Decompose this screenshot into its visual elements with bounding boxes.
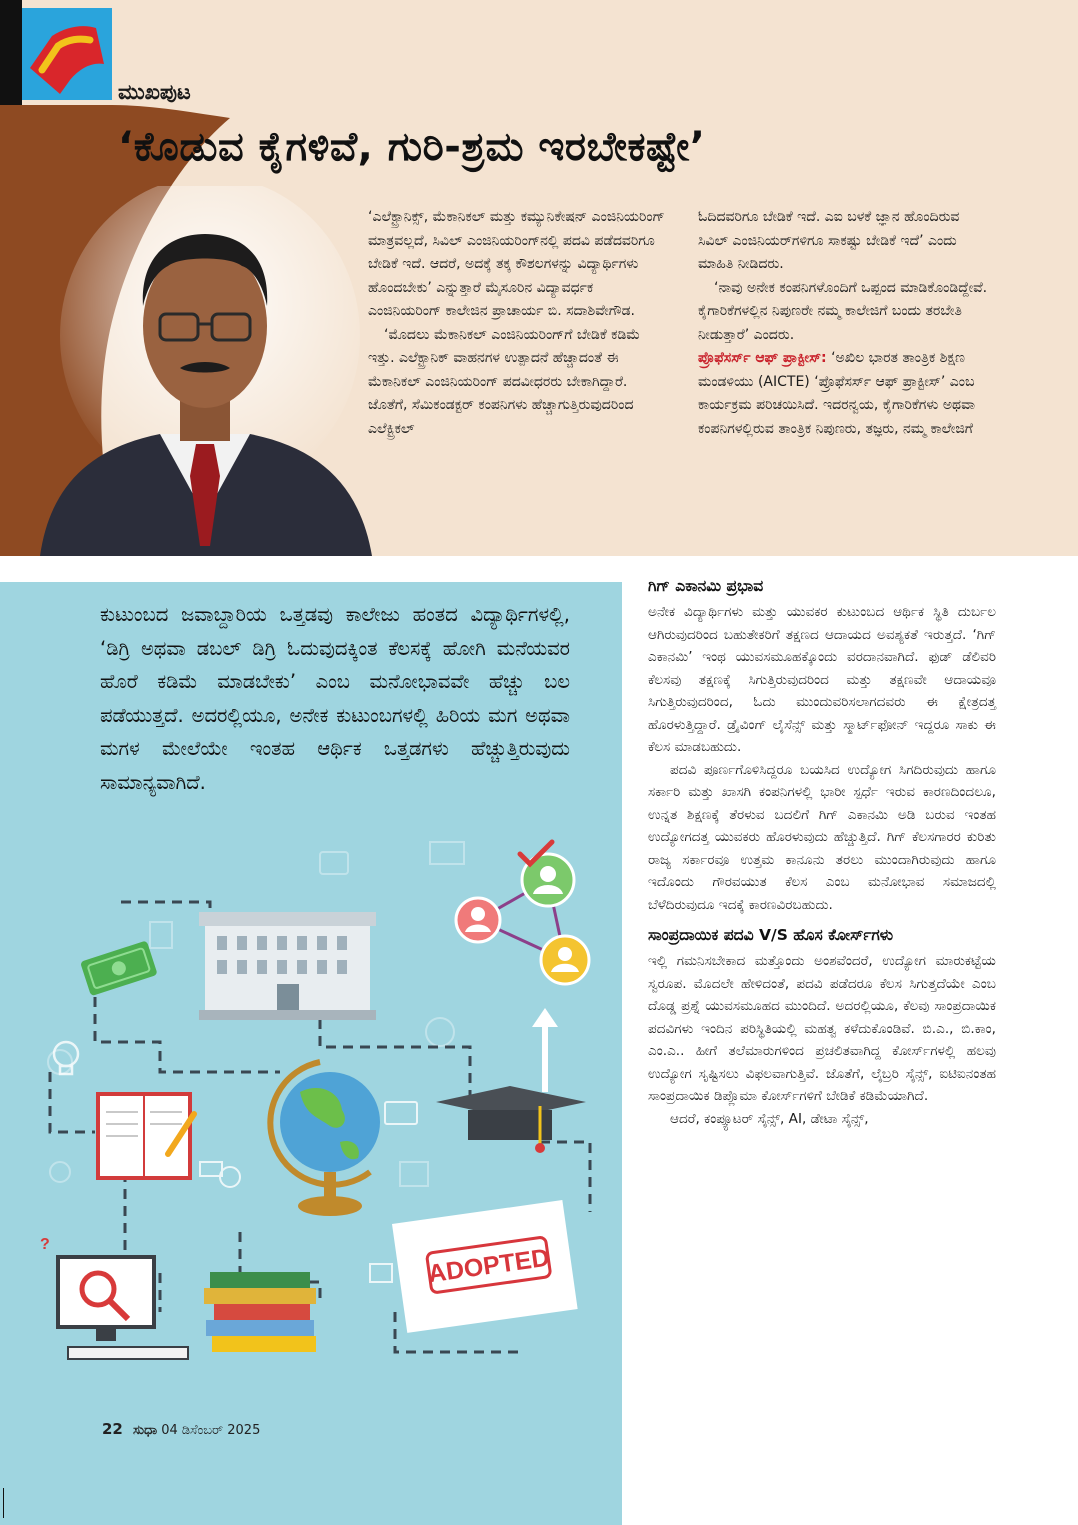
subheading-gig-economy: ಗಿಗ್ ಎಕಾನಮಿ ಪ್ರಭಾವ (648, 577, 764, 595)
intro-column-1 (368, 206, 668, 441)
body-paragraph: ಇಲ್ಲಿ ಗಮನಿಸಬೇಕಾದ ಮತ್ತೊಂದು ಅಂಶವೆಂದರೆ, ಉದ್ಯೋಗ ಮಾರುಕಟ್ಟೆಯ ಸ್ವರೂಪ. ಮೊದಲೇ ಹೇಳಿದಂತೆ, ಪದವಿ ಪಡೆದರೂ ಕೆಲಸ ಸಿಗುತ್ತದೆಯೇ ಎಂಬ ದೊಡ್ಡ ಪ್ರಶ್ನೆ ಯುವಸಮೂಹದ ಮುಂದಿದೆ. ಅದರಲ್ಲಿಯೂ, ಕೆಲವು ಸಾಂಪ್ರದಾಯಿಕ ಪದವಿಗಳು ಇಂದಿನ ಪರಿಸ್ಥಿತಿಯಲ್ಲಿ ಮಹತ್ವ ಕಳೆದುಕೊಂಡಿವೆ. ಬಿ.ಎ., ಬಿ.ಕಾಂ, ಎಂ.ಎ.. ಹೀಗೆ ತಲೆಮಾರುಗಳಿಂದ ಪ್ರಚಲಿತವಾಗಿದ್ದ ಕೋರ್ಸ್‌ಗಳಲ್ಲಿ ಹಲವು ಉದ್ಯೋಗ ಸೃಷ್ಟಿಸಲು ವಿಫಲವಾಗುತ್ತಿವೆ. ಜೊತೆಗೆ, ಲೈಬ್ರರಿ ಸೈನ್ಸ್, ಐಟಿಐನಂತಹ ಸಾಂಪ್ರದಾಯಿಕ ಡಿಪ್ಲೊಮಾ ಕೋರ್ಸ್‌ಗಳಿಗೆ ಬೇಡಿಕೆ ಕಡಿಮೆಯಾಗಿದೆ. (648, 953, 996, 1104)
issue-date: 04 ಡಿಸೆಂಬರ್ 2025 (161, 1423, 261, 1438)
section-logo-icon (22, 8, 112, 100)
section-traditional-vs-new (648, 924, 996, 1130)
svg-text:?: ? (40, 1236, 50, 1253)
intro-column-2 (698, 206, 988, 441)
pull-quote: ಕುಟುಂಬದ ಜವಾಬ್ದಾರಿಯ ಒತ್ತಡವು ಕಾಲೇಜು ಹಂತದ ವಿದ್ಯಾರ್ಥಿಗಳಲ್ಲಿ, ‘ಡಿಗ್ರಿ ಅಥವಾ ಡಬಲ್ ಡಿಗ್ರಿ ಓದುವುದಕ್ಕಿಂತ ಕೆಲಸಕ್ಕೆ ಹೋಗಿ ಮನೆಯವರ ಹೊರೆ ಕಡಿಮೆ ಮಾಡಬೇಕು’ ಎಂಬ ಮನೋಭಾವವೇ ಹೆಚ್ಚು ಬಲ ಪಡೆಯುತ್ತದೆ. ಅದರಲ್ಲಿಯೂ, ಅನೇಕ ಕುಟುಂಬಗಳಲ್ಲಿ ಹಿರಿಯ ಮಗ ಅಥವಾ ಮಗಳ ಮೇಲೆಯೇ ಇಂತಹ ಆರ್ಥಿಕ ಒತ್ತಡಗಳು ಹೆಚ್ಚುತ್ತಿರುವುದು ಸಾಮಾನ್ಯವಾಗಿದೆ. (100, 603, 570, 794)
article-right-column (648, 575, 996, 1138)
crop-mark (3, 1488, 4, 1518)
page-number: 22 (102, 1420, 123, 1438)
body-paragraph: ಅನೇಕ ವಿದ್ಯಾರ್ಥಿಗಳು ಮತ್ತು ಯುವಕರ ಕುಟುಂಬದ ಆರ್ಥಿಕ ಸ್ಥಿತಿ ದುರ್ಬಲ ಆಗಿರುವುದರಿಂದ ಬಹುತೇಕರಿಗೆ ತಕ್ಷಣದ ಆದಾಯದ ಅವಶ್ಯಕತೆ ಇರುತ್ತದೆ. ‘ಗಿಗ್ ಎಕಾನಮಿ’ ಇಂಥ ಯುವಸಮೂಹಕ್ಕೊಂದು ವರದಾನವಾಗಿದೆ. ಫುಡ್ ಡೆಲಿವರಿ ಕೆಲಸವು ತಕ್ಷಣಕ್ಕೆ ಸಿಗುತ್ತಿರುವುದರಿಂದ ಮತ್ತು ತಕ್ಷಣವೇ ಆದಾಯವೂ ಸಿಗುತ್ತಿರುವುದರಿಂದ, ಓದು ಮುಂದುವರಿಸಲಾಗದವರು ಈ ಕ್ಷೇತ್ರದತ್ತ ಹೊರಳುತ್ತಿದ್ದಾರೆ. ಡ್ರೈವಿಂಗ್ ಲೈಸೆನ್ಸ್ ಮತ್ತು ಸ್ಮಾರ್ಟ್‌ಫೋನ್ ಇದ್ದರೂ ಸಾಕು ಈ ಕೆಲಸ ಮಾಡಬಹುದು. (648, 604, 996, 755)
adopted-stamp-text: ADOPTED (426, 1243, 552, 1289)
page-edge-strip (0, 0, 22, 105)
publication-name: ಸುಧಾ (133, 1423, 158, 1438)
section-label: ಮುಖಪುಟ (118, 80, 191, 104)
page-headline: ‘ಕೊಡುವ ಕೈಗಳಿವೆ, ಗುರಿ-ಶ್ರಮ ಇರಬೇಕಷ್ಟೇ’ (118, 124, 706, 170)
subheading-professors-of-practice: ಪ್ರೊಫೆಸರ್ಸ್ ಆಫ್ ಪ್ರಾಕ್ಟೀಸ್: (698, 350, 827, 366)
page-footer (102, 1420, 260, 1438)
intro-paragraph-body: ‘ಅಖಿಲ ಭಾರತ ತಾಂತ್ರಿಕ ಶಿಕ್ಷಣ ಮಂಡಳಿಯು (AICTE) ‘ಪ್ರೊಫೆಸರ್ಸ್ ಆಫ್ ಪ್ರಾಕ್ಟೀಸ್’ ಎಂಬ ಕಾರ್ಯಕ್ರಮ ಪರಿಚಯಿಸಿದೆ. ಇದರನ್ವಯ, ಕೈಗಾರಿಕೆಗಳು ಅಥವಾ ಕಂಪನಿಗಳಲ್ಲಿರುವ ತಾಂತ್ರಿಕ ನಿಪುಣರು, ತಜ್ಞರು, ನಮ್ಮ ಕಾಲೇಜಿಗೆ (698, 350, 976, 437)
intro-paragraph: ಓದಿದವರಿಗೂ ಬೇಡಿಕೆ ಇದೆ. ಎಐ ಬಳಕೆ ಜ್ಞಾನ ಹೊಂದಿರುವ ಸಿವಿಲ್ ಎಂಜಿನಿಯರ್‌ಗಳಿಗೂ ಸಾಕಷ್ಟು ಬೇಡಿಕೆ ಇದೆ’ ಎಂದು ಮಾಹಿತಿ ನೀಡಿದರು. (698, 209, 960, 272)
intro-paragraph: ‘ನಾವು ಅನೇಕ ಕಂಪನಿಗಳೊಂದಿಗೆ ಒಪ್ಪಂದ ಮಾಡಿಕೊಂಡಿದ್ದೇವೆ. ಕೈಗಾರಿಕೆಗಳಲ್ಲಿನ ನಿಪುಣರೇ ನಮ್ಮ ಕಾಲೇಜಿಗೆ ಬಂದು ತರಬೇತಿ ನೀಡುತ್ತಾರೆ’ ಎಂದರು. (698, 279, 988, 343)
body-paragraph: ಪದವಿ ಪೂರ್ಣಗೊಳಿಸಿದ್ದರೂ ಬಯಸಿದ ಉದ್ಯೋಗ ಸಿಗದಿರುವುದು ಹಾಗೂ ಸರ್ಕಾರಿ ಮತ್ತು ಖಾಸಗಿ ಕಂಪನಿಗಳಲ್ಲಿ ಭಾರೀ ಸ್ಪರ್ಧೆ ಇರುವ ಕಾರಣದಿಂದಲೂ, ಉನ್ನತ ಶಿಕ್ಷಣಕ್ಕೆ ತೆರಳುವ ಬದಲಿಗೆ ಗಿಗ್ ಎಕಾನಮಿ ಅಡಿ ಬರುವ ಇಂತಹ ಉದ್ಯೋಗದತ್ತ ಯುವಕರು ಹೊರಳುವುದು ಹೆಚ್ಚುತ್ತಿದೆ. ಗಿಗ್ ಕೆಲಸಗಾರರ ಕುರಿತು ರಾಜ್ಯ ಸರ್ಕಾರವೂ ಉತ್ತಮ ಕಾನೂನು ತರಲು ಮುಂದಾಗಿರುವುದು ಹಾಗೂ ಇದೊಂದು ಗೌರವಯುತ ಕೆಲಸ ಎಂಬ ಮನೋಭಾವ ಸಮಾಜದಲ್ಲಿ ಬೆಳೆದಿರುವುದೂ ಇದಕ್ಕೆ ಕಾರಣವಿರಬಹುದು. (648, 761, 996, 913)
intro-paragraph: ‘ಎಲೆಕ್ಟ್ರಾನಿಕ್ಸ್, ಮೆಕಾನಿಕಲ್ ಮತ್ತು ಕಮ್ಯುನಿಕೇಷನ್ ಎಂಜಿನಿಯರಿಂಗ್ ಮಾತ್ರವಲ್ಲದೆ, ಸಿವಿಲ್ ಎಂಜಿನಿಯರಿಂಗ್‌ನಲ್ಲಿ ಪದವಿ ಪಡೆದವರಿಗೂ ಬೇಡಿಕೆ ಇದೆ. ಆದರೆ, ಅದಕ್ಕೆ ತಕ್ಕ ಕೌಶಲಗಳನ್ನು ವಿದ್ಯಾರ್ಥಿಗಳು ಹೊಂದಬೇಕು’ ಎನ್ನುತ್ತಾರೆ ಮೈಸೂರಿನ ವಿದ್ಯಾವರ್ಧಕ ಎಂಜಿನಿಯರಿಂಗ್ ಕಾಲೇಜಿನ ಪ್ರಾಚಾರ್ಯ ಬಿ. ಸದಾಶಿವೇಗೌಡ. (368, 209, 665, 319)
intro-paragraph: ‘ಮೊದಲು ಮೆಕಾನಿಕಲ್ ಎಂಜಿನಿಯರಿಂಗ್‌ಗೆ ಬೇಡಿಕೆ ಕಡಿಮೆ ಇತ್ತು. ಎಲೆಕ್ಟ್ರಾನಿಕ್ ವಾಹನಗಳ ಉತ್ಪಾದನೆ ಹೆಚ್ಚಾದಂತೆ ಈ ಮೆಕಾನಿಕಲ್ ಎಂಜಿನಿಯರಿಂಗ್ ಪದವೀಧರರು ಬೇಕಾಗಿದ್ದಾರೆ. ಜೊತೆಗೆ, ಸೆಮಿಕಂಡಕ್ಟರ್ ಕಂಪನಿಗಳು ಹೆಚ್ಚಾಗುತ್ತಿರುವುದರಿಂದ ಎಲೆಕ್ಟ್ರಿಕಲ್ (368, 326, 641, 437)
career-path-illustration (0, 832, 622, 1392)
principal-portrait (0, 186, 380, 556)
body-paragraph: ಆದರೆ, ಕಂಪ್ಯೂಟರ್ ಸೈನ್ಸ್, AI, ಡೇಟಾ ಸೈನ್ಸ್, (670, 1110, 869, 1127)
section-gig-economy (648, 575, 996, 916)
intro-paragraph (698, 347, 988, 441)
subheading-traditional-vs-new-courses: ಸಾಂಪ್ರದಾಯಿಕ ಪದವಿ V/S ಹೊಸ ಕೋರ್ಸ್‌ಗಳು (648, 926, 894, 944)
